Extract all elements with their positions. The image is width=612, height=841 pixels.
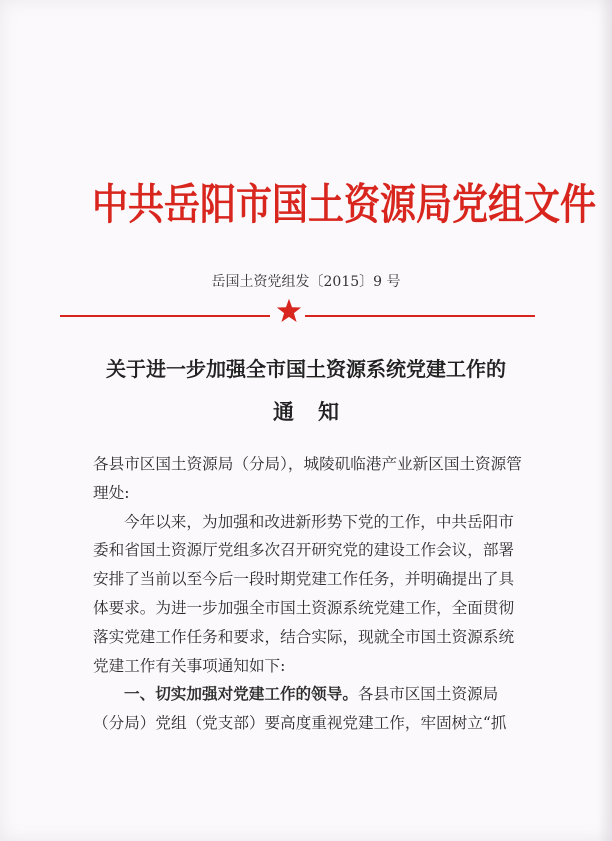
notice-title-line2: 通知	[273, 399, 363, 424]
red-divider-right	[305, 315, 535, 317]
red-star-icon	[275, 297, 303, 325]
notice-title	[0, 353, 612, 426]
notice-title-line1: 关于进一步加强全市国土资源系统党建工作的	[106, 357, 506, 381]
scan-edge	[598, 0, 612, 841]
section-1	[93, 680, 529, 738]
section-1-heading: 一、切实加强对党建工作的领导。	[124, 684, 358, 704]
notice-body	[93, 450, 529, 738]
document-number: 岳国土资党组发〔2015〕9 号	[211, 274, 401, 290]
org-document-title: 中共岳阳市国土资源局党组文件	[92, 180, 597, 230]
red-divider-left	[60, 315, 270, 317]
body-paragraph-1: 今年以来，为加强和改进新形势下党的工作，中共岳阳市委和省国土资源厅党组多次召开研究党的建设工作会议，部署安排了当前以至今后一段时期党建工作任务，并明确提出了具体要求。为进一步加强全市国土资源系统党建工作，全面贯彻落实党建工作任务和要求，结合实际，现就全市国土资源系统党建工作有关事项通知如下:	[93, 512, 515, 675]
section-1-text: 各县市区国土资源局（分局）党组（党支部）要高度重视党建工作，牢固树立“抓	[93, 685, 507, 733]
addressee: 各县市区国土资源局（分局），城陵矶临港产业新区国土资源管理处:	[93, 455, 522, 502]
